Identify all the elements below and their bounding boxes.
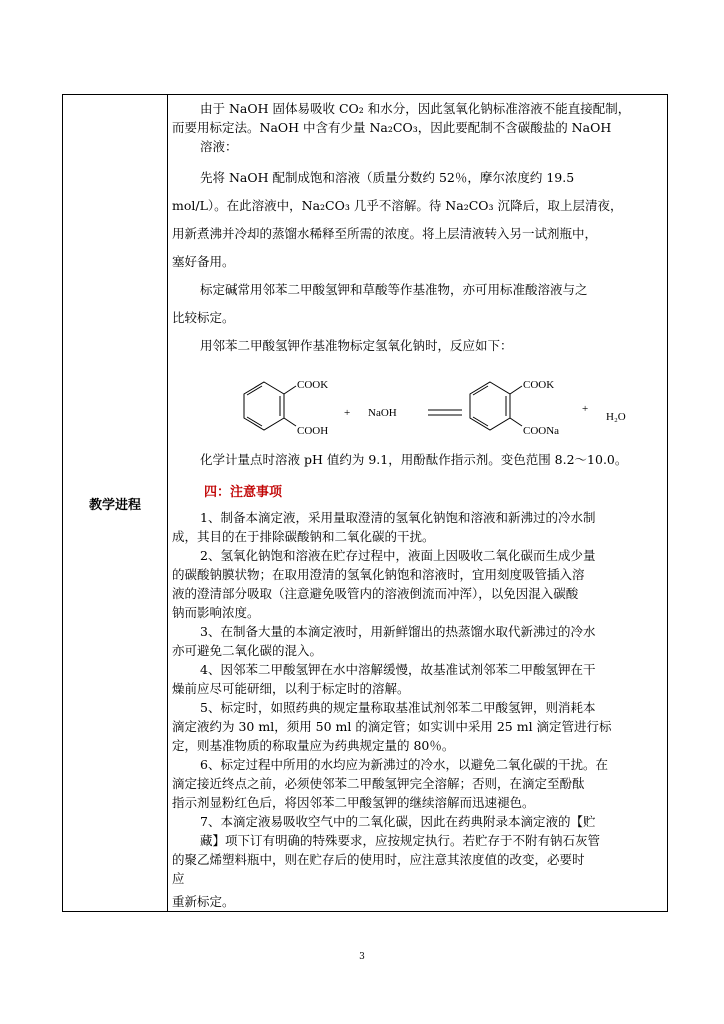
- naoh-reagent: NaOH: [368, 407, 397, 419]
- reaction-equation: [172, 364, 663, 444]
- reaction-diagram: [172, 364, 668, 444]
- plus-sign-1: +: [344, 407, 351, 419]
- standard-line-2: 比较标定。: [172, 310, 235, 325]
- note-5-line-c: 定，则基准物质的称取量应为药典规定量的 80％。: [172, 738, 455, 753]
- note-3-line-a: 3、在制备大量的本滴定液时，用新鲜馏出的热蒸馏水取代新沸过的冷水: [200, 624, 596, 639]
- page-number: 3: [359, 952, 365, 962]
- water-product: H₂O: [606, 411, 626, 423]
- lesson-table: [62, 94, 668, 912]
- content-body: [168, 95, 667, 911]
- reactant-cook-group: COOK: [297, 379, 329, 391]
- product-benzene-ring: [470, 382, 522, 430]
- note-1-line-b: 成，其目的在于排除碳酸钠和二氧化碳的干扰。: [172, 529, 435, 544]
- reactant-cooh-group: COOH: [297, 425, 329, 437]
- note-5-line-b: 滴定液约为 30 ml，须用 50 ml 的滴定管；如实训中采用 25 ml 滴定管进行标: [172, 719, 612, 734]
- product-coona-group: COONa: [523, 425, 560, 437]
- endpoint-line: 化学计量点时溶液 pH 值约为 9.1，用酚酞作指示剂。变色范围 8.2～10.0。: [200, 452, 628, 467]
- plus-sign-2: +: [582, 403, 589, 415]
- note-2-line-b: 的碳酸钠膜状物；在取用澄清的氢氧化钠饱和溶液时，宜用刻度吸管插入溶: [172, 567, 585, 582]
- note-2-line-d: 钠而影响浓度。: [172, 605, 260, 620]
- note-7-line-e: 重新标定。: [172, 894, 235, 909]
- note-6-line-a: 6、标定过程中所用的水均应为新沸过的冷水，以避免二氧化碳的干扰。在: [200, 757, 608, 772]
- note-2-line-c: 液的澄清部分吸取（注意避免吸管内的溶液倒流而冲浑），以免因混入碳酸: [172, 586, 579, 601]
- intro-line-1: 由于 NaOH 固体易吸收 CO₂ 和水分，因此氢氧化钠标准溶液不能直接配制，: [200, 101, 631, 116]
- note-4-line-b: 燥前应尽可能研细，以利于标定时的溶解。: [172, 681, 410, 696]
- notes-heading: 四：注意事项: [204, 485, 283, 500]
- label-cell: [63, 95, 168, 912]
- note-2-line-a: 2、氢氧化钠饱和溶液在贮存过程中，液面上因吸收二氧化碳而生成少量: [200, 548, 596, 563]
- reaction-intro: 用邻苯二甲酸氢钾作基准物标定氢氧化钠时，反应如下：: [200, 338, 513, 353]
- section-label: 教学进程: [88, 497, 141, 513]
- content-cell: [168, 95, 668, 912]
- note-7-line-c: 的聚乙烯塑料瓶中，则在贮存后的使用时，应注意其浓度值的改变，必要时: [172, 852, 585, 867]
- note-6-line-b: 滴定接近终点之前，必须使邻苯二甲酸氢钾完全溶解；否则，在滴定至酚酞: [172, 776, 585, 791]
- intro-line-3: 溶液：: [200, 139, 238, 154]
- prep-line-3: 用新煮沸并冷却的蒸馏水稀释至所需的浓度。将上层清液转入另一试剂瓶中，: [172, 226, 598, 241]
- note-5-line-a: 5、标定时，如照药典的规定量称取基准试剂邻苯二甲酸氢钾，则消耗本: [200, 700, 596, 715]
- standard-line-1: 标定碱常用邻苯二甲酸氢钾和草酸等作基准物，亦可用标准酸溶液与之: [200, 282, 588, 297]
- note-6-line-c: 指示剂显粉红色后，将因邻苯二甲酸氢钾的继续溶解而迅速褪色。: [172, 795, 535, 810]
- product-cook-group: COOK: [523, 379, 555, 391]
- note-7-line-a: 7、本滴定液易吸收空气中的二氧化碳，因此在药典附录本滴定液的【贮: [200, 814, 596, 829]
- note-4-line-a: 4、因邻苯二甲酸氢钾在水中溶解缓慢，故基准试剂邻苯二甲酸氢钾在干: [200, 662, 596, 677]
- prep-line-4: 塞好备用。: [172, 254, 235, 269]
- intro-line-2: 而要用标定法。NaOH 中含有少量 Na₂CO₃，因此要配制不含碳酸盐的 NaOH: [172, 120, 612, 135]
- prep-line-2: mol/L）。在此溶液中，Na₂CO₃ 几乎不溶解。待 Na₂CO₃ 沉降后，取上层清夜，: [172, 198, 623, 213]
- equals-sign: [428, 410, 462, 415]
- reactant-benzene-ring: [244, 382, 296, 430]
- note-1-line-a: 1、制备本滴定液，采用量取澄清的氢氧化钠饱和溶液和新沸过的冷水制: [200, 510, 596, 525]
- note-7-line-d: 应: [172, 871, 185, 886]
- note-3-line-b: 亦可避免二氧化碳的混入。: [172, 643, 323, 658]
- prep-line-1: 先将 NaOH 配制成饱和溶液（质量分数约 52％，摩尔浓度约 19.5: [200, 170, 575, 185]
- note-7-line-b: 藏】项下订有明确的特殊要求，应按规定执行。若贮存于不附有钠石灰管: [200, 833, 601, 848]
